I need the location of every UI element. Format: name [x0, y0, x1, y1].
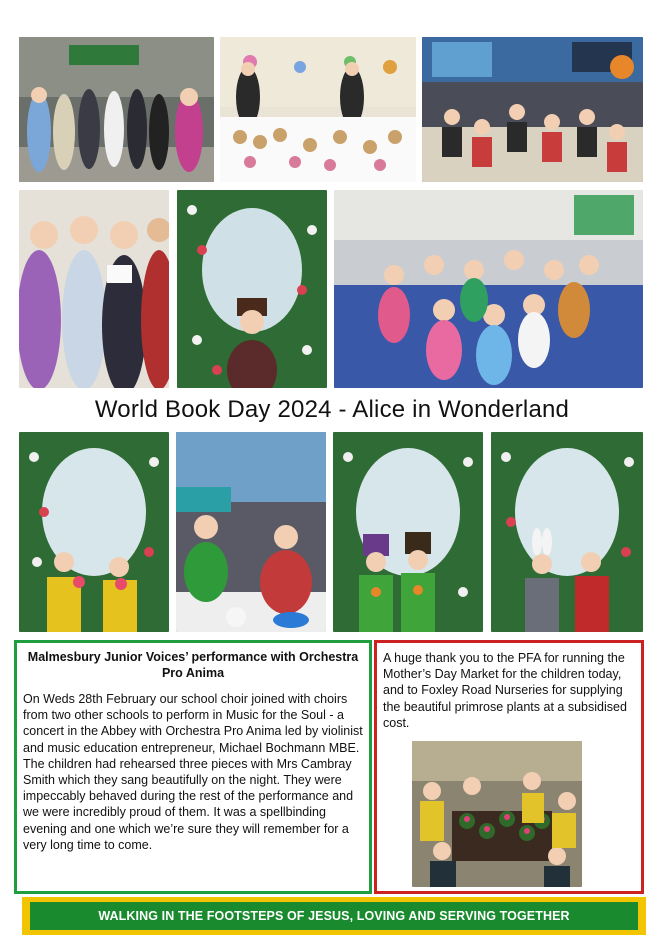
footer-banner [22, 897, 646, 935]
choir-body: On Weds 28th February our school choir joined with choirs from two other schools to perform in Music for the Soul - a concert in the Abbey with Orchestra Pro Anima led by violinist and music education entrepreneur, Michael Bochmann MBE. The children had rehearsed three pieces with Mrs Cambray Smith which they sang beautifully on the night. They were impeccably behaved during the rest of the performance and we were incredibly proud of them. It was a spellbinding evening and one which we’re sure they will remember for a very long time to come. [23, 692, 363, 852]
pfa-body: A huge thank you to the PFA for running the Mother’s Day Market for the children today, and to Foxley Road Nurseries for supplying the beautiful primrose plants at a subsidised cost. [383, 651, 627, 730]
photo-frame-pair-1 [19, 432, 169, 632]
footer-motto: WALKING IN THE FOOTSTEPS OF JESUS, LOVING AND SERVING TOGETHER [30, 902, 638, 930]
photo-hall-party [422, 37, 643, 182]
photo-frame-pair-2 [333, 432, 483, 632]
choir-heading: Malmesbury Junior Voices’ performance with Orchestra Pro Anima [27, 650, 359, 680]
photo-children-reading [19, 190, 169, 388]
photo-primrose-market [412, 741, 582, 887]
pfa-article [374, 640, 644, 894]
choir-article [14, 640, 372, 894]
photo-frame-pair-3 [491, 432, 643, 632]
page-title: World Book Day 2024 - Alice in Wonderland [94, 396, 570, 423]
photo-class-group [334, 190, 643, 388]
photo-staff-costumes [19, 37, 214, 182]
photo-tea-party [176, 432, 326, 632]
photo-cake-table [220, 37, 416, 182]
photo-mad-hatter-frame [177, 190, 327, 388]
